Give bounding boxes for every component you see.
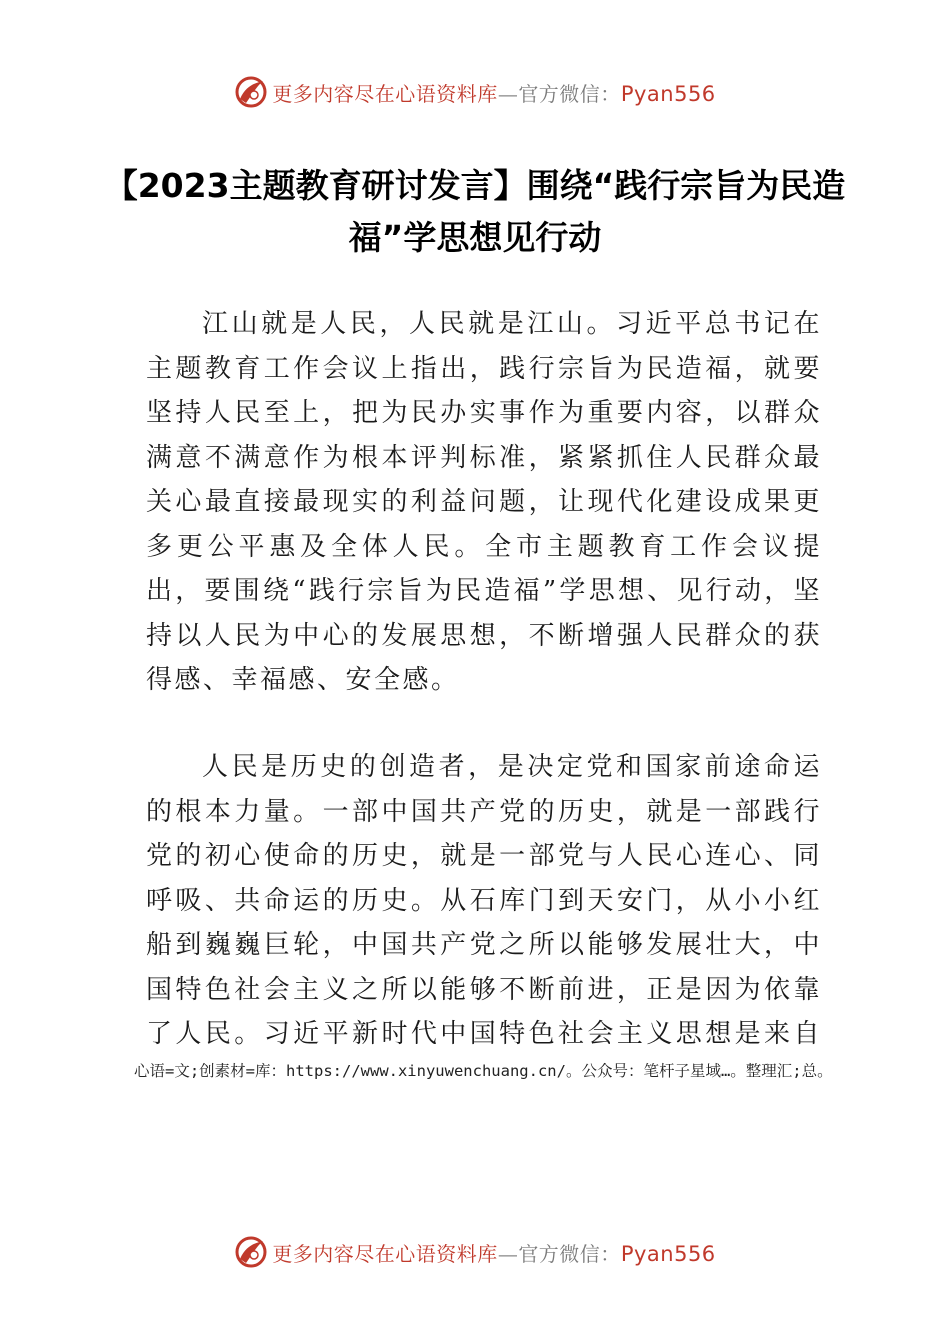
banner-text: [272, 78, 715, 107]
banner-text-wechat-label: 官方微信：: [518, 1241, 621, 1266]
banner-text-wechat-id: Pyan556: [620, 1241, 716, 1266]
banner-text-main: 更多内容尽在心语资料库: [272, 1241, 498, 1266]
banner-text: [272, 1238, 715, 1267]
banner-text-dash: —: [497, 81, 519, 106]
paragraph-1: 江山就是人民，人民就是江山。习近平总书记在主题教育工作会议上指出，践行宗旨为民造福，就要坚持人民至上，把为民办实事作为重要内容，以群众满意不满意作为根本评判标准，紧紧抓住人民群众最关心最直接最现实的利益问题，让现代化建设成果更多更公平惠及全体人民。全市主题教育工作会议提出，要围绕“践行宗旨为民造福”学思想、见行动，坚持以人民为中心的发展思想，不断增强人民群众的获得感、幸福感、安全感。: [146, 309, 822, 695]
source-footnote: 心语=文;创素材=库：https://www.xinyuwenchuang.cn/。公众号：笔杆子星域…。整理汇;总。: [134, 1062, 833, 1080]
brush-seal-logo-icon: [234, 75, 268, 109]
paragraph-2: 人民是历史的创造者，是决定党和国家前途命运的根本力量。一部中国共产党的历史，就是一部践行党的初心使命的历史，就是一部党与人民心连心、同呼吸、共命运的历史。从石库门到天安门，从小小红船到巍巍巨轮，中国共产党之所以能够发展壮大，中国特色社会主义之所以能够不断前进，正是因为依靠了人民。习近平新时代中国特色社会主义思想是来自: [146, 752, 822, 1049]
footer-banner: [0, 1230, 950, 1274]
header-banner: [0, 70, 950, 114]
banner-text-wechat-label: 官方微信：: [518, 81, 621, 106]
brush-seal-logo-icon: [234, 1235, 268, 1269]
banner-text-main: 更多内容尽在心语资料库: [272, 81, 498, 106]
document-title: 【2023主题教育研讨发言】围绕“践行宗旨为民造福”学思想见行动: [104, 166, 846, 257]
banner-text-wechat-id: Pyan556: [620, 81, 716, 106]
banner-text-dash: —: [497, 1241, 519, 1266]
